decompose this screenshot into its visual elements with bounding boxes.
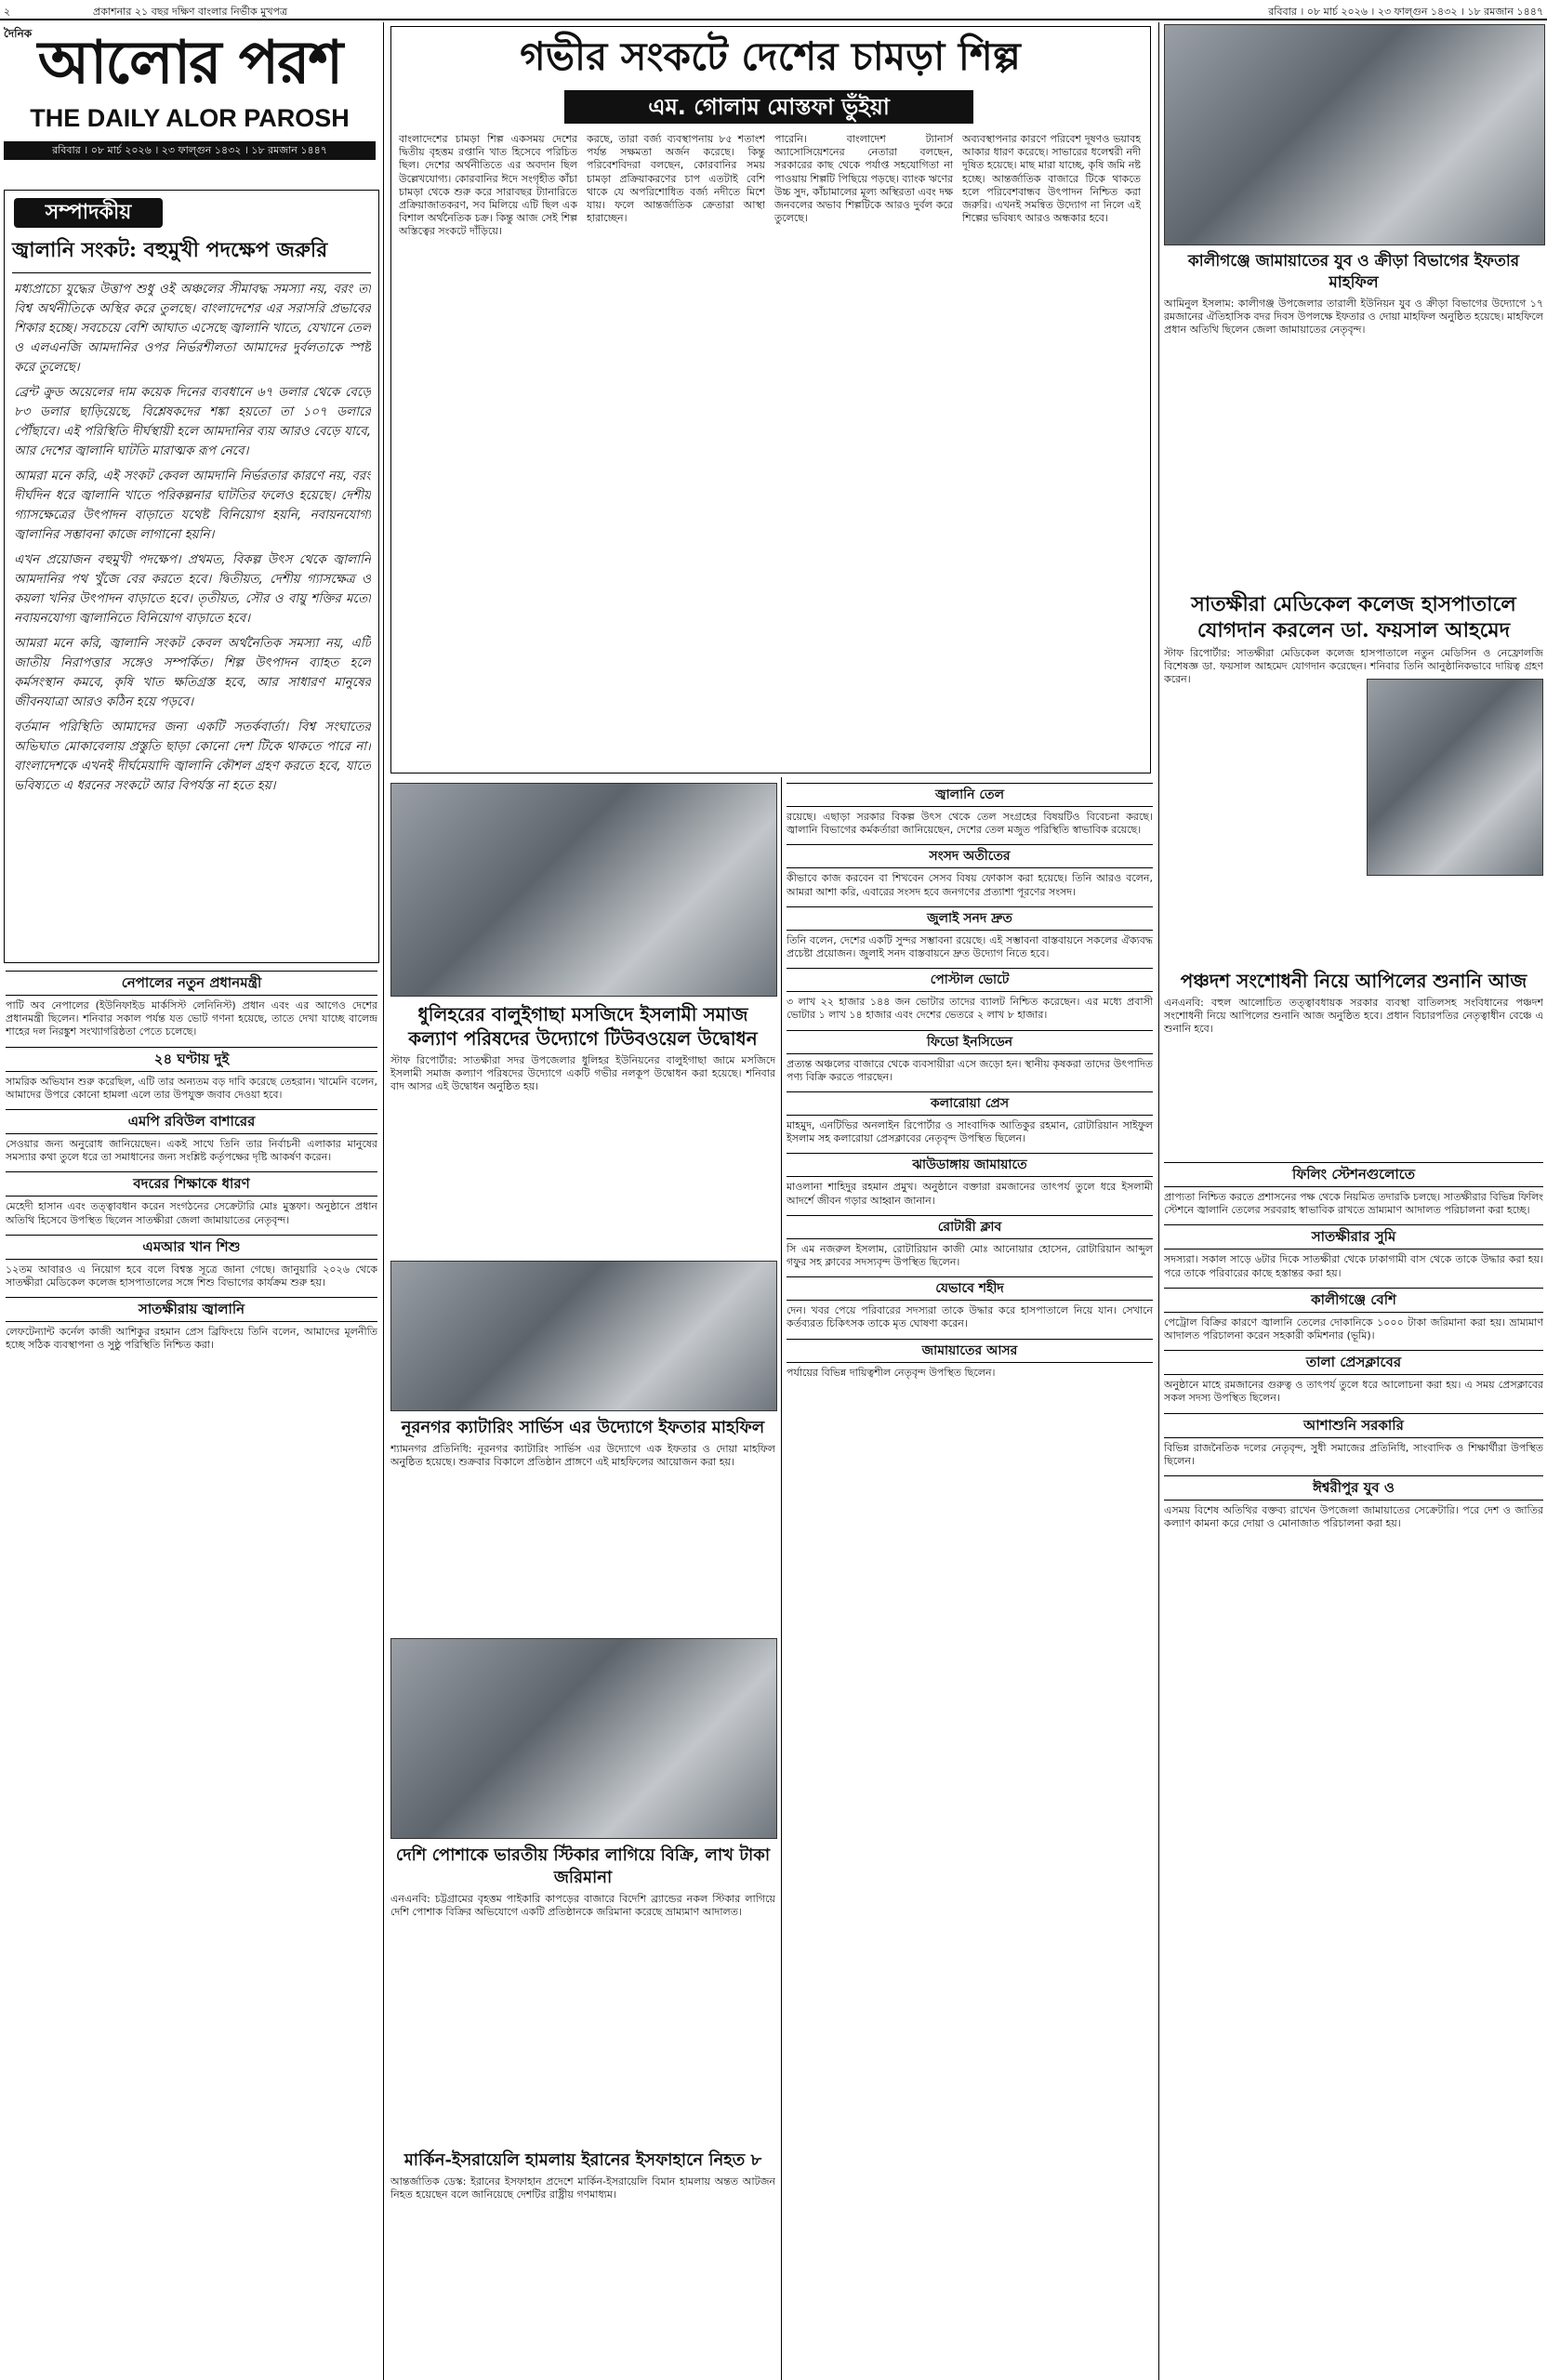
news-headline: ২৪ ঘণ্টায় দুই [6,1047,377,1072]
news-headline: সাতক্ষীরার সুমি [1164,1224,1543,1250]
news-headline: আশাশুনি সরকারি [1164,1413,1543,1438]
news-body: আমিনুল ইসলাম: কালীগঞ্জ উপজেলার তারালী ইউনিয়ন যুব ও ক্রীড়া বিভাগের উদ্যোগে ১৭ রমজানের ঐতিহাসিক বদর দিবস উপলক্ষে ইফতার ও দোয়া মাহফিল অনুষ্ঠিত হয়েছে। মাহফিলে প্রধান অতিথি ছিলেন জেলা জামায়াতের নেতৃবৃন্দ। [1164,298,1543,337]
news-story [6,1235,377,1289]
right-story-amendment [1164,967,1543,1153]
masthead-small: দৈনিক [4,27,33,40]
center-story-tubewell [390,1000,775,1251]
news-headline: সাতক্ষীরায় জ্বালানি [6,1297,377,1322]
news-body: অনুষ্ঠানে মাহে রমজানের গুরুত্ব ও তাৎপর্য তুলে ধরে আলোচনা করা হয়। এ সময় প্রেসক্লাবের সকল সদস্য উপস্থিত ছিলেন। [1164,1379,1543,1405]
news-body: স্টাফ রিপোর্টার: সাতক্ষীরা মেডিকেল কলেজ হাসপাতালে নতুন মেডিসিন ও নেফ্রোলজি বিশেষজ্ঞ ডা. ফয়সাল আহমেদ যোগদান করেছেন। শনিবার তিনি আনুষ্ঠানিকভাবে দায়িত্ব গ্রহণ করেন। [1164,647,1543,686]
news-body: ১২তম আবারও এ নিয়োগ হবে বলে বিশ্বস্ত সূত্রে জানা গেছে। জানুয়ারি ২০২৬ থেকে সাতক্ষীরা মেডিকেল কলেজ হাসপাতালের সঙ্গে শিশু বিভাগের কার্যক্রম শুরু হয়। [6,1263,377,1289]
news-story [1164,251,1543,337]
main-col-1: বাংলাদেশের চামড়া শিল্প একসময় দেশের দ্বিতীয় বৃহত্তম রপ্তানি খাত হিসেবে পরিচিত ছিল। দেশের অর্থনীতিতে এর অবদান ছিল উল্লেখযোগ্য। কোরবানির ঈদে সংগৃহীত কাঁচা চামড়া থেকে শুরু করে সারাবছর ট্যানারিতে প্রক্রিয়াজাতকরণ, সব মিলিয়ে এটি ছিল এক বিশাল অর্থনৈতিক চক্র। কিন্তু আজ সেই শিল্প অস্তিত্বের সংকটে দাঁড়িয়ে। [399,133,577,238]
news-body: মাহমুদ, এনটিভির অনলাইন রিপোর্টার ও সাংবাদিক আতিকুর রহমান, রোটারিয়ান সাইফুল ইসলাম সহ কলারোয়া প্রেসক্লাবের নেতৃবৃন্দ উপস্থিত ছিলেন। [787,1119,1153,1145]
news-headline: জুলাই সনদ দ্রুত [787,906,1153,931]
news-body: সদস্যরা। সকাল সাড়ে ৬টার দিকে সাতক্ষীরা থেকে ঢাকাগামী বাস থেকে তাকে উদ্ধার করা হয়। পরে তাকে পরিবারের কাছে হস্তান্তর করা হয়। [1164,1253,1543,1279]
news-story [787,1215,1153,1269]
news-story [787,1091,1153,1145]
news-story [787,906,1153,960]
news-headline: সাতক্ষীরা মেডিকেল কলেজ হাসপাতালে যোগদান করলেন ডা. ফয়সাল আহমেদ [1191,592,1516,642]
news-body: প্রত্যন্ত অঞ্চলের বাজারে থেকে ব্যবসায়ীরা এসে জড়ো হন। স্থানীয় কৃষকরা তাদের উৎপাদিত পণ্য বিক্রি করতে পারছেন। [787,1057,1153,1083]
editorial-box [4,190,379,963]
news-body: প্রাপ্যতা নিশ্চিত করতে প্রশাসনের পক্ষ থেকে নিয়মিত তদারকি চলছে। সাতক্ষীরার বিভিন্ন ফিলিং স্টেশনে জ্বালানি তেলের সরবরাহ স্বাভাবিক রাখতে ভ্রাম্যমাণ আদালত পরিচালনা করা হচ্ছে। [1164,1191,1543,1217]
editorial-title: জ্বালানি সংকট: বহুমুখী পদক্ষেপ জরুরি [12,238,328,262]
right-news-column [1164,1160,1543,2374]
masthead-title: আলোর পরশ [37,28,342,98]
news-body: রয়েছে। এছাড়া সরকার বিকল্প উৎস থেকে তেল সংগ্রহের বিষয়টিও বিবেচনা করছে। জ্বালানি বিভাগের কর্মকর্তারা জানিয়েছেন, দেশের তেল মজুত পরিস্থিতি স্বাভাবিক রয়েছে। [787,811,1153,837]
news-story [1164,1475,1543,1530]
left-news-column [6,969,377,2374]
news-body: মেহেদী হাসান এবং তত্ত্বাবধান করেন সংগঠনের সেক্রেটারি মোঃ মুস্তফা। অনুষ্ঠানে প্রধান অতিথি হিসেবে উপস্থিত ছিলেন সাতক্ষীরা জেলা জামায়াতের নেতৃবৃন্দ। [6,1200,377,1226]
main-col-2: করছে, তারা বর্জ্য ব্যবস্থাপনায় ৮৫ শতাংশ পর্যন্ত সক্ষমতা অর্জন করেছে। কিন্তু পরিবেশবিদরা বলছেন, কোরবানির সময় চামড়া প্রক্রিয়াকরণের চাপ এতটাই বেশি থাকে যে অপরিশোধিত বর্জ্য নদীতে মিশে যায়। ফলে আন্তর্জাতিক ক্রেতারা আস্থা হারাচ্ছেন। [587,133,765,225]
news-body: দেন। খবর পেয়ে পরিবারের সদস্যরা তাকে উদ্ধার করে হাসপাতালে নিয়ে যান। সেখানে কর্তব্যরত চিকিৎসক তাকে মৃত ঘোষণা করেন। [787,1304,1153,1330]
mid-news-column [787,781,1153,2374]
editorial-paragraph: বর্তমান পরিস্থিতি আমাদের জন্য একটি সতর্কবার্তা। বিশ্ব সংঘাতের অভিঘাত মোকাবেলায় প্রস্তুতি ছাড়া কোনো দেশ টিকে থাকতে পারে না। বাংলাদেশকে এখনই দীর্ঘমেয়াদি জ্বালানি কৌশল গ্রহণ করতে হবে, যাতে ভবিষ্যতে এ ধরনের সংকটে আর বিপর্যস্ত না হতে হয়। [14,720,371,793]
news-headline: কলারোয়া প্রেস [787,1091,1153,1116]
news-headline: রোটারী ক্লাব [787,1215,1153,1239]
news-body: বিভিন্ন রাজনৈতিক দলের নেতৃবৃন্দ, সুধী সমাজের প্রতিনিধি, সাংবাদিক ও শিক্ষার্থীরা উপস্থিত ছিলেন। [1164,1441,1543,1467]
masthead-english: THE DAILY ALOR PAROSH [30,104,350,132]
news-body: লেফটেন্যান্ট কর্নেল কাজী আশিকুর রহমান প্রেস ব্রিফিংয়ে তিনি বলেন, আমাদের মূলনীতি হচ্ছে সঠিক ব্যবস্থাপনা ও সুষ্ঠু পরিস্থিতি নিশ্চিত করা। [6,1326,377,1352]
news-headline: পঞ্চদশ সংশোধনী নিয়ে আপিলের শুনানি আজ [1180,970,1527,992]
news-story [1164,1350,1543,1405]
news-body: ৩ লাখ ২২ হাজার ১৪৪ জন ভোটার তাদের ব্যালট নিশ্চিত করেছেন। এর মধ্যে প্রবাসী ভোটার ১ লাখ ১৪ হাজার এবং দেশের ভেতরে ২ লাখ ৮ হাজার। [787,996,1153,1022]
news-headline: এমপি রবিউল বাশারের [6,1109,377,1134]
main-headline: গভীর সংকটে দেশের চামড়া শিল্প [520,33,1021,79]
news-body: এসময় বিশেষ অতিথির বক্তব্য রাখেন উপজেলা জামায়াতের সেক্রেটারি। পরে দেশ ও জাতির কল্যাণ কামনা করে দোয়া ও মোনাজাত পরিচালনা করা হয়। [1164,1504,1543,1530]
news-story [787,1339,1153,1380]
news-headline: সংসদ অতীতের [787,844,1153,868]
news-story [787,783,1153,837]
news-headline: যেভাবে শহীদ [787,1276,1153,1301]
header-date: রবিবার । ০৮ মার্চ ২০২৬ । ২৩ ফাল্গুন ১৪৩২ । ১৮ রমজান ১৪৪৭ [1268,6,1543,18]
news-story [6,1047,377,1102]
right-story-iftar [1164,249,1543,582]
news-story [1164,969,1543,1037]
editorial-body [14,280,371,955]
news-headline: ধুলিহরের বালুইগাছা মসজিদে ইসলামী সমাজ কল্যাণ পরিষদের উদ্যোগে টিউবওয়েল উদ্বোধন [408,1003,758,1050]
news-headline: জ্বালানি তেল [787,783,1153,807]
edition-line: প্রকাশনার ২১ বছর দক্ষিণ বাংলার নির্ভীক মুখপত্র [93,6,288,18]
news-story [1164,1413,1543,1468]
editorial-paragraph: ব্রেন্ট ক্রুড অয়েলের দাম কয়েক দিনের ব্যবধানে ৬৭ ডলার থেকে বেড়ে ৮৩ ডলার ছাড়িয়েছে, বিশ্লেষকদের শঙ্কা হয়তো তা ১০৭ ডলারে পৌঁছাবে। এই পরিস্থিতি দীর্ঘস্থায়ী হলে আমদানির ব্যয় আরও বেড়ে যাবে, আর দেশের জ্বালানি ঘাটতি মারাত্মক রূপ নেবে। [14,385,371,458]
news-body: সামরিক অভিযান শুরু করেছিল, এটি তার অন্যতম বড় দাবি করেছে তেহরান। খামেনি বলেন, আমাদের উপরে কোনো হামলা এলে তার উপযুক্ত জবাব দেওয়া হবে। [6,1075,377,1101]
news-headline: এমআর খান শিশু [6,1235,377,1260]
news-body: মাওলানা শাহিদুর রহমান প্রমুখ। অনুষ্ঠানে বক্তারা রমজানের তাৎপর্য তুলে ধরে ইসলামী আদর্শে জীবন গড়ার আহ্বান জানান। [787,1181,1153,1207]
news-headline: তালা প্রেসক্লাবের [1164,1350,1543,1375]
news-story [1164,1162,1543,1217]
news-story [787,1153,1153,1207]
news-body: এনএনবি: বহুল আলোচিত তত্ত্বাবধায়ক সরকার ব্যবস্থা বাতিলসহ সংবিধানের পঞ্চদশ সংশোধনী নিয়ে আপিলের শুনানি আজ অনুষ্ঠিত হবে। প্রধান বিচারপতির নেতৃত্বাধীন বেঞ্চে এ শুনানি হবে। [1164,997,1543,1036]
page-number: ২ [4,6,11,18]
center-story-catering [390,1415,775,1629]
news-body: শ্যামনগর প্রতিনিধি: নূরনগর ক্যাটারিং সার্ভিস এর উদ্যোগে এক ইফতার ও দোয়া মাহফিল অনুষ্ঠিত হয়েছে। শুক্রবার বিকালে প্রতিষ্ঠান প্রাঙ্গণে এই মাহফিলের আয়োজন করা হয়। [390,1443,775,1469]
news-headline: পোস্টাল ভোটে [787,968,1153,992]
news-story [390,2149,775,2202]
news-story [1164,591,1543,687]
editorial-paragraph: আমরা মনে করি, জ্বালানি সংকট কেবল অর্থনৈতিক সমস্যা নয়, এটি জাতীয় নিরাপত্তার সঙ্গেও সম্পর্কিত। শিল্প উৎপাদন ব্যাহত হলে কর্মসংস্থান কমবে, কৃষি খাত ক্ষতিগ্রস্ত হবে, আর সাধারণ মানুষের জীবনযাত্রা আরও কঠিন হয়ে পড়বে। [14,636,371,709]
center-story-sticker [390,1843,775,2140]
news-story [787,1030,1153,1084]
right-top-photo [1164,24,1545,245]
news-body: পেট্রোল বিক্রির কারণে জ্বালানি তেলের দোকানিকে ১০০০ টাকা জরিমানা করা হয়। ভ্রাম্যমাণ আদালত পরিচালনা করেন সহকারী কমিশনার (ভূমি)। [1164,1316,1543,1342]
masthead-date: রবিবার । ০৮ মার্চ ২০২৬ । ২৩ ফাল্গুন ১৪৩২ । ১৮ রমজান ১৪৪৭ [4,141,376,160]
news-story [787,968,1153,1022]
editorial-label: সম্পাদকীয় [14,198,163,228]
news-story [1164,1288,1543,1342]
news-headline: ঝাউডাঙ্গায় জামায়াতে [787,1153,1153,1177]
news-story [6,1297,377,1352]
news-headline: কালীগঞ্জে জামায়াতের যুব ও ক্রীড়া বিভাগের ইফতার মাহফিল [1187,252,1520,292]
news-body: স্টাফ রিপোর্টার: সাতক্ষীরা সদর উপজেলার ধুলিহর ইউনিয়নের বালুইগাছা জামে মসজিদে ইসলামী সমাজ কল্যাণ পরিষদের উদ্যোগে একটি গভীর নলকূপ উদ্বোধন করা হয়েছে। শনিবার বাদ আসর এই উদ্বোধন অনুষ্ঠিত হয়। [390,1054,775,1093]
news-headline: বদরের শিক্ষাকে ধারণ [6,1171,377,1197]
news-body: সেওয়ার জন্য অনুরোধ জানিয়েছেন। একই সাথে তিনি তার নির্বাচনী এলাকার মানুষের সমস্যার কথা তুলে ধরে তা সমাধানের জন্য সংশ্লিষ্ট কর্তৃপক্ষের দৃষ্টি আকর্ষণ করেন। [6,1138,377,1164]
news-story [6,1109,377,1164]
news-body: পাটি অব নেপালের (ইউনিফাইড মার্কসিস্ট লেনিনিস্ট) প্রধান এবং এর আগেও দেশের প্রধানমন্ত্রী ছিলেন। শনিবার সকাল পর্যন্ত যত ভোট গণনা হয়েছে, তাতে দেখা যাচ্ছে বালেন্দ্র শাহের দল নিরঙ্কুশ সংখ্যাগরিষ্ঠতা পেতে চলেছে। [6,999,377,1038]
cloth-market-photo [390,1638,777,1839]
main-story-box [390,26,1151,774]
news-headline: ফিডো ইনসিডেন [787,1030,1153,1054]
editorial-paragraph: মধ্যপ্রাচ্যে যুদ্ধের উত্তাপ শুধু ওই অঞ্চলের সীমাবদ্ধ সমস্যা নয়, বরং তা বিশ্ব অর্থনীতিকে অস্থির করে তুলছে। বাংলাদেশের এর সরাসরি প্রভাবের শিকার হচ্ছে। সবচেয়ে বেশি আঘাত এসেছে জ্বালানি খাতে, যেখানে তেল ও এলএনজি আমদানির ওপর নির্ভরশীলতা আমাদের দুর্বলতাকে স্পষ্ট করে তুলেছে। [14,282,371,375]
news-body: এনএনবি: চট্টগ্রামের বৃহত্তম পাইকারি কাপড়ের বাজারে বিদেশি ব্র্যান্ডের নকল স্টিকার লাগিয়ে দেশি পোশাক বিক্রির অভিযোগে একটি প্রতিষ্ঠানকে জরিমানা করেছে ভ্রাম্যমাণ আদালত। [390,1893,775,1919]
news-body: কীভাবে কাজ করবেন বা শিখবেন সেসব বিষয় ফোকাস করা হয়েছে। তিনি আরও বলেন, আমরা আশা করি, এবারের সংসদ হবে জনগণের প্রত্যাশা পূরণের সংসদ। [787,872,1153,898]
news-story [6,1171,377,1226]
center-story-iran [390,2148,775,2374]
editorial-paragraph: আমরা মনে করি, এই সংকট কেবল আমদানি নির্ভরতার কারণে নয়, বরং দীর্ঘদিন ধরে জ্বালানি খাতে পরিকল্পনার ঘাটতির ফলেও হয়েছে। দেশীয় গ্যাসক্ষেত্রের উৎপাদন বাড়াতে যথেষ্ট বিনিয়োগ হয়নি, নবায়নযোগ্য জ্বালানির সম্ভাবনা কাজে লাগানো হয়নি। [14,469,371,542]
main-byline: এম. গোলাম মোস্তফা ভুঁইয়া [564,90,973,124]
iftar-photo [390,1261,777,1411]
news-story [390,1002,775,1094]
news-story [1164,1224,1543,1279]
news-story [787,1276,1153,1330]
news-headline: জামায়াতের আসর [787,1339,1153,1363]
news-headline: ফিলিং স্টেশনগুলোতে [1164,1162,1543,1187]
news-body: তিনি বলেন, দেশের একটি সুন্দর সম্ভাবনা রয়েছে। এই সম্ভাবনা বাস্তবায়নে সকলের ঐক্যবদ্ধ প্রচেষ্টা প্রয়োজন। জুলাই সনদ বাস্তবায়নে দ্রুত উদ্যোগ নিতে হবে। [787,933,1153,960]
main-col-3: পারেনি। বাংলাদেশ ট্যানার্স অ্যাসোসিয়েশনের নেতারা বলছেন, সরকারের কাছ থেকে পর্যাপ্ত সহযোগিতা না পাওয়ায় শিল্পটি পিছিয়ে পড়ছে। ব্যাংক ঋণের উচ্চ সুদ, কাঁচামালের মূল্য অস্থিরতা এবং দক্ষ জনবলের অভাব শিল্পটিকে আরও দুর্বল করে তুলেছে। [774,133,953,225]
news-story [390,1844,775,1919]
news-headline: মার্কিন-ইসরায়েলি হামলায় ইরানের ইসফাহানে নিহত ৮ [403,2150,762,2170]
news-headline: নেপালের নতুন প্রধানমন্ত্রী [6,971,377,996]
news-headline: নূরনগর ক্যাটারিং সার্ভিস এর উদ্যোগে ইফতার মাহফিল [401,1418,765,1437]
editorial-paragraph: এখন প্রয়োজন বহুমুখী পদক্ষেপ। প্রথমত, বিকল্প উৎস থেকে জ্বালানি আমদানির পথ খুঁজে বের করতে হবে। দ্বিতীয়ত, দেশীয় গ্যাসক্ষেত্র ও কয়লা খনির উৎপাদন বাড়াতে হবে। তৃতীয়ত, সৌর ও বায়ু শক্তির মতো নবায়নযোগ্য জ্বালানিতে বিনিয়োগ বাড়াতে হবে। [14,552,371,626]
main-col-4: অব্যবস্থাপনার কারণে পরিবেশ দূষণও ভয়াবহ আকার ধারণ করেছে। সাভারের ধলেশ্বরী নদী দূষিত হয়েছে। মাছ মারা যাচ্ছে, কৃষি জমি নষ্ট হচ্ছে। আন্তর্জাতিক বাজারে টিকে থাকতে হলে পরিবেশবান্ধব উৎপাদন নিশ্চিত করা জরুরি। এখনই সমন্বিত উদ্যোগ না নিলে এই শিল্পের ভবিষ্যৎ আরও অন্ধকার হবে। [962,133,1141,225]
news-body: পর্যায়ের বিভিন্ন দায়িত্বশীল নেতৃবৃন্দ উপস্থিত ছিলেন। [787,1366,996,1379]
masthead [4,24,376,164]
news-story [787,844,1153,898]
news-headline: দেশি পোশাকে ভারতীয় স্টিকার লাগিয়ে বিক্রি, লাখ টাকা জরিমানা [395,1845,771,1887]
news-body: সি এম নজরুল ইসলাম, রোটারিয়ান কাজী মোঃ আনোয়ার হোসেন, রোটারিয়ান আব্দুল গফুর সহ ক্লাবের সদস্যবৃন্দ উপস্থিত ছিলেন। [787,1242,1153,1269]
news-headline: কালীগঞ্জে বেশি [1164,1288,1543,1313]
mosque-photo [390,783,777,997]
news-headline: ঈশ্বরীপুর যুব ও [1164,1475,1543,1501]
doctor-photo [1367,679,1543,876]
news-story [390,1417,775,1469]
news-story [6,971,377,1039]
news-body: আন্তর্জাতিক ডেস্ক: ইরানের ইসফাহান প্রদেশে মার্কিন-ইসরায়েলি বিমান হামলায় অন্তত আটজন নিহত হয়েছেন বলে জানিয়েছে দেশটির রাষ্ট্রীয় গণমাধ্যম। [390,2175,775,2202]
